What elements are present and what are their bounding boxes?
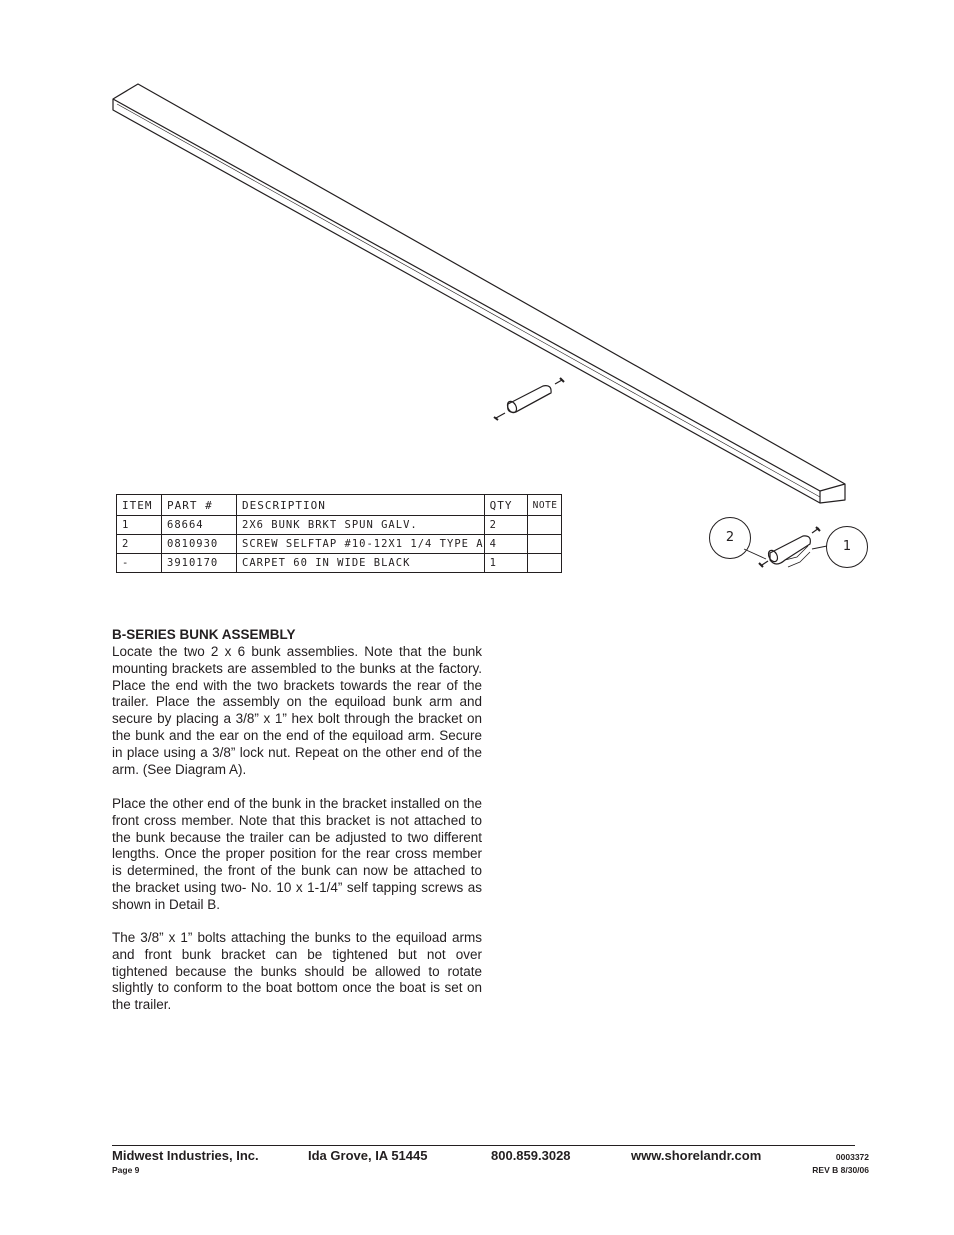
bracket-detail <box>759 527 820 567</box>
header-description: DESCRIPTION <box>237 495 485 516</box>
cell-note <box>527 554 561 573</box>
footer-company: Midwest Industries, Inc. <box>112 1148 259 1163</box>
cell-item: - <box>117 554 162 573</box>
bunk-board <box>113 84 845 503</box>
callout-item-1: 1 <box>826 526 868 568</box>
cell-part-number: 0810930 <box>162 535 237 554</box>
cell-part-number: 3910170 <box>162 554 237 573</box>
section-heading: B-SERIES BUNK ASSEMBLY <box>112 627 296 642</box>
header-item: ITEM <box>117 495 162 516</box>
footer-location: Ida Grove, IA 51445 <box>308 1148 428 1163</box>
table-row <box>117 535 562 554</box>
cell-qty: 2 <box>484 516 527 535</box>
cell-item: 2 <box>117 535 162 554</box>
cell-note <box>527 516 561 535</box>
footer-page-number: Page 9 <box>112 1165 140 1175</box>
footer-divider <box>112 1145 855 1146</box>
table-row <box>117 516 562 535</box>
header-note: NOTE <box>527 495 561 516</box>
paragraph-2: Place the other end of the bunk in the bracket installed on the front cross member. Note that this bracket is not attached to the bunk because the trailer can be adjusted to two different lengths. Once the proper position for the rear cross member is determined, the front of the bunk can now be attached to the bracket using two- No. 10 x 1-1/4” self tapping screws as shown in Detail B. <box>112 796 482 912</box>
footer-website: www.shorelandr.com <box>631 1148 762 1163</box>
cell-qty: 4 <box>484 535 527 554</box>
footer-phone: 800.859.3028 <box>491 1148 571 1163</box>
cell-note <box>527 535 561 554</box>
callout-item-2: 2 <box>709 517 751 559</box>
cell-description: SCREW SELFTAP #10-12X1 1/4 TYPE A <box>237 535 485 554</box>
cell-description: CARPET 60 IN WIDE BLACK <box>237 554 485 573</box>
cell-item: 1 <box>117 516 162 535</box>
cell-qty: 1 <box>484 554 527 573</box>
cell-part-number: 68664 <box>162 516 237 535</box>
cell-description: 2X6 BUNK BRKT SPUN GALV. <box>237 516 485 535</box>
footer-revision: REV B 8/30/06 <box>812 1165 869 1175</box>
paragraph-3: The 3/8” x 1” bolts attaching the bunks to the equiload arms and front bunk bracket can be tightened but not over tightened because the bunks should be allowed to rotate slightly to conform to the boat bottom once the boat is set on the trailer. <box>112 930 482 1013</box>
table-row <box>117 554 562 573</box>
parts-table <box>116 494 562 573</box>
parts-table-header <box>117 495 562 516</box>
header-part-number: PART # <box>162 495 237 516</box>
footer-doc-number: 0003372 <box>835 1152 869 1162</box>
bunk-bracket-middle <box>494 378 564 420</box>
header-qty: QTY <box>484 495 527 516</box>
paragraph-1: Locate the two 2 x 6 bunk assemblies. Note that the bunk mounting brackets are assembled to the bunks at the factory. Place the end with the two brackets towards the rear of the trailer. Place the assembly on the equiload bunk arm and secure by placing a 3/8” x 1” hex bolt through the bracket on the bunk and the ear on the end of the equiload arm. Secure in place using a 3/8” lock nut. Repeat on the other end of the arm. (See Diagram A). <box>112 644 482 777</box>
